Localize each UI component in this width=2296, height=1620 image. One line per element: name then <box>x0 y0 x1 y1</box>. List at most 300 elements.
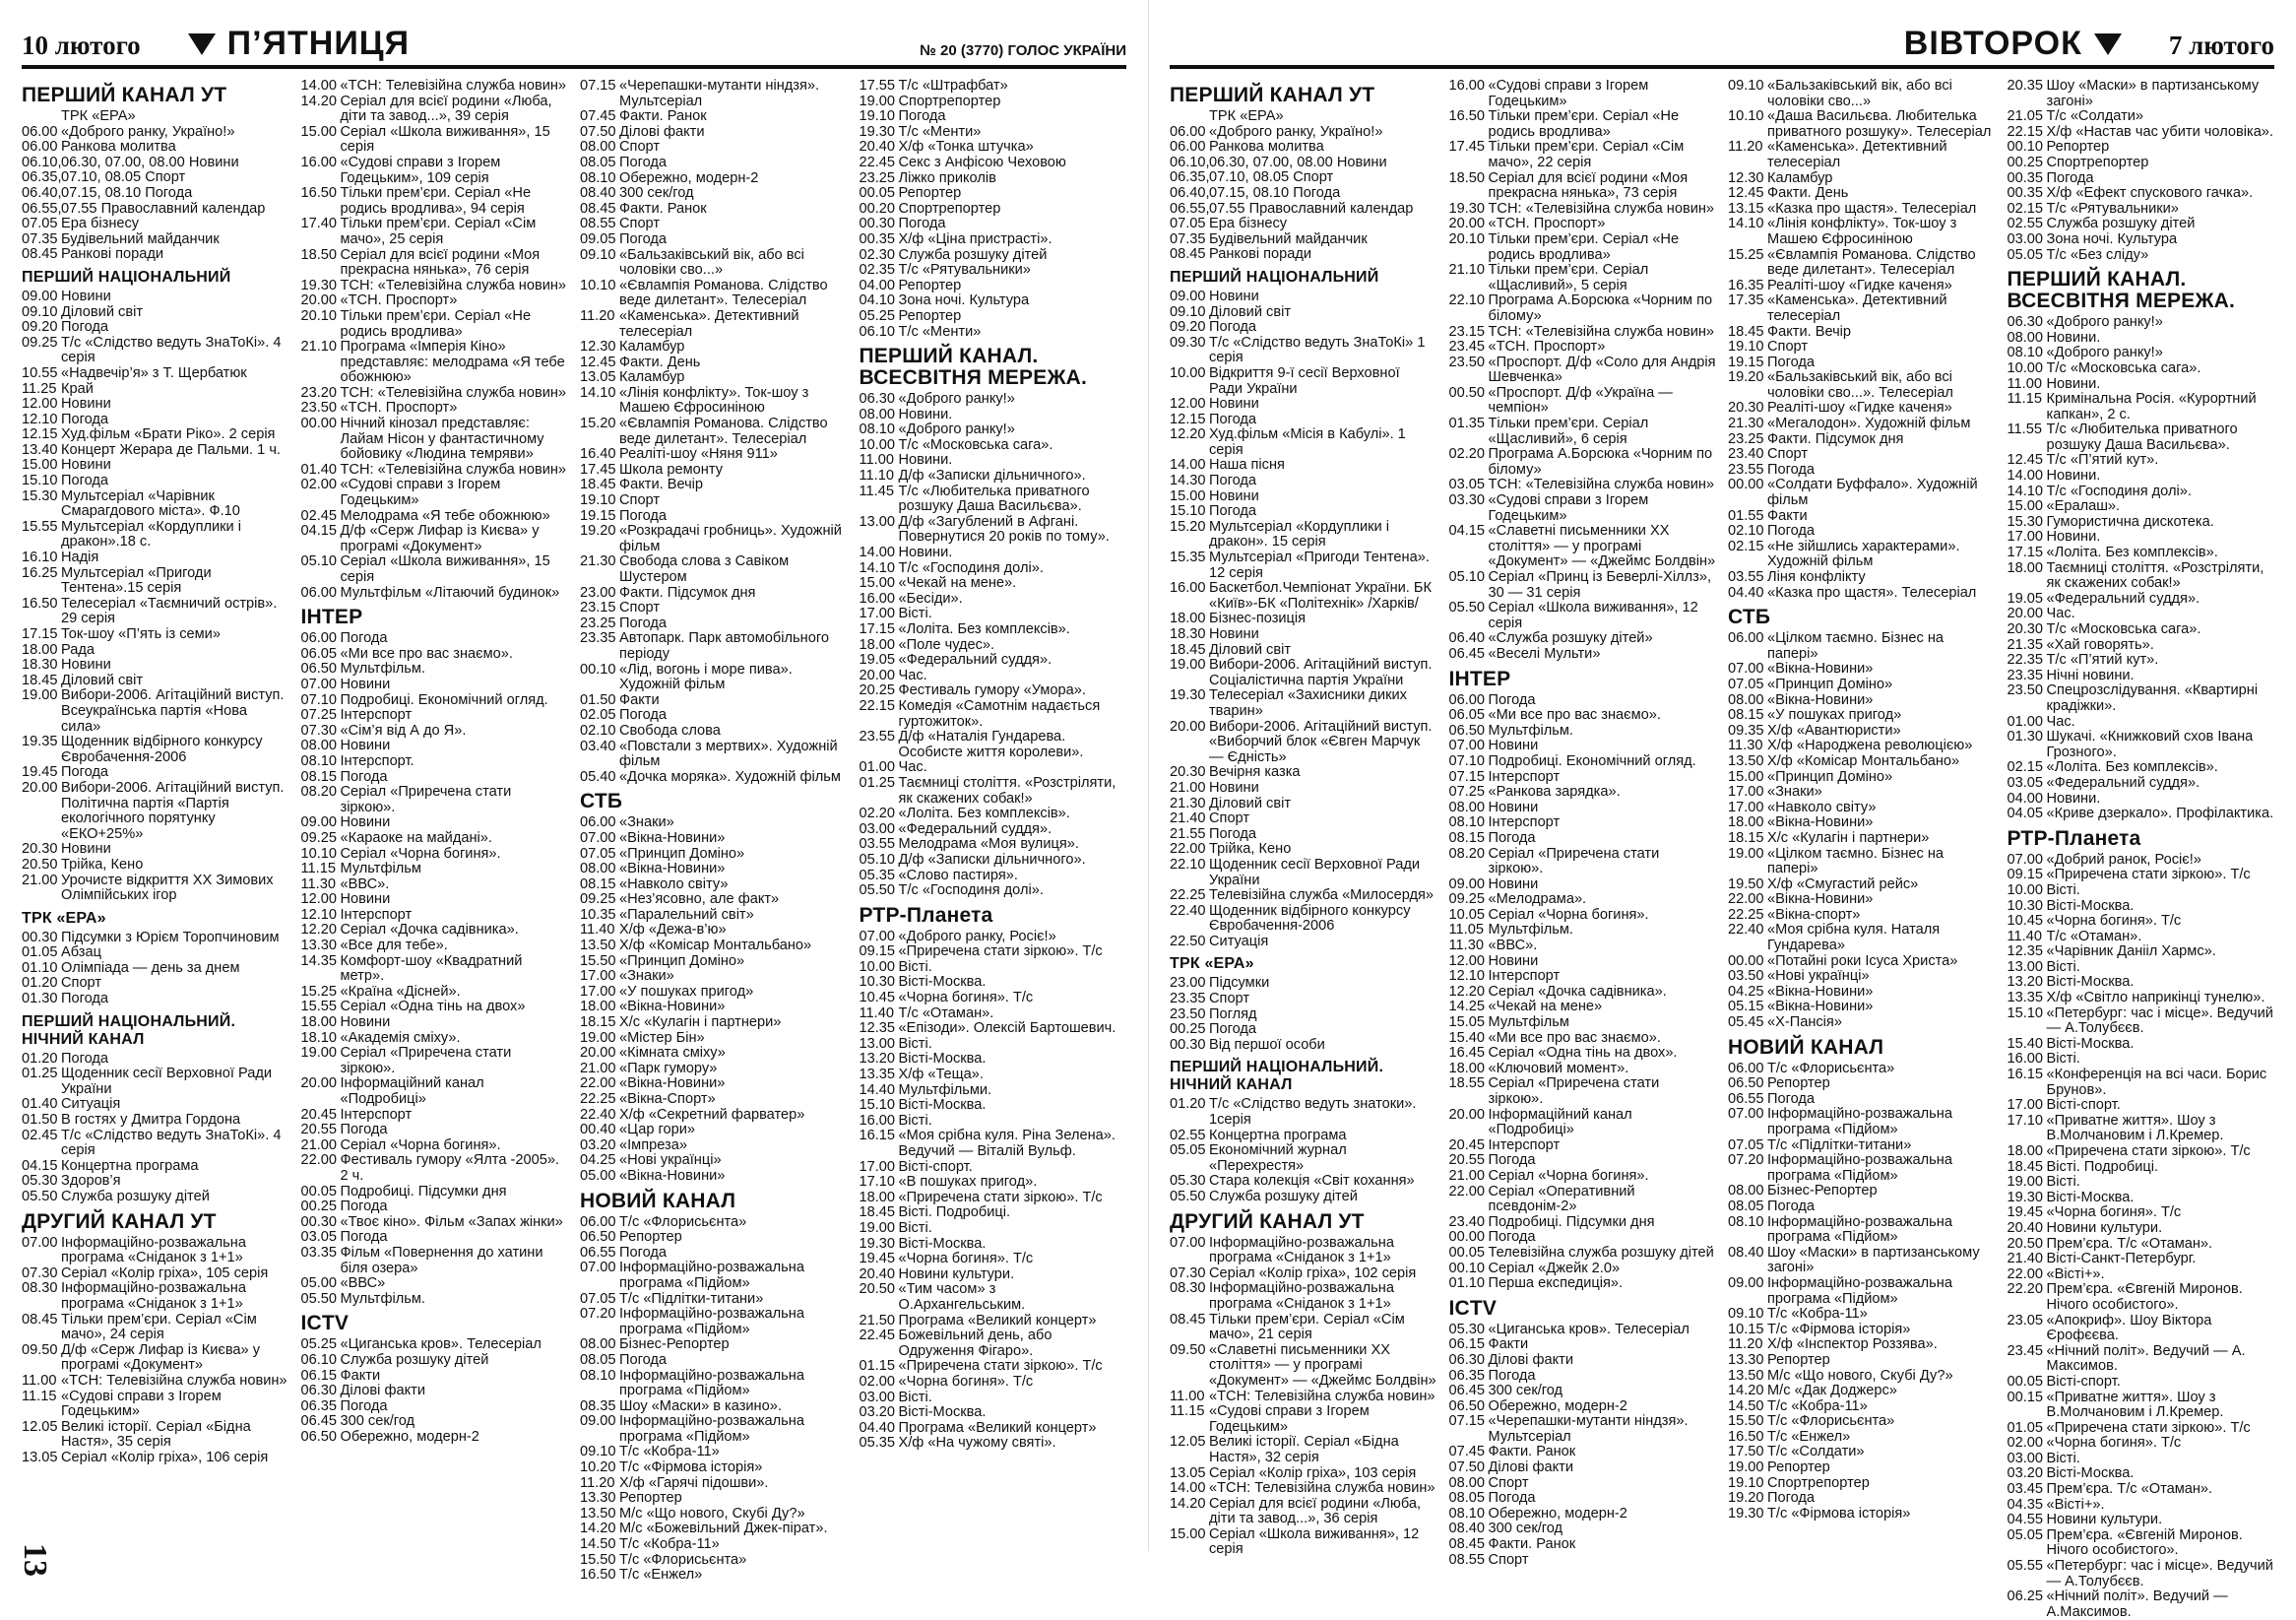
listing-time: 01.30 <box>22 991 58 1007</box>
right-header-date: 7 лютого <box>2168 31 2274 60</box>
listing-time: 21.30 <box>580 553 616 570</box>
listing-time: 13.35 <box>859 1067 896 1083</box>
listing-program: Серіал «Приречена стати зіркою». <box>1488 1075 1660 1107</box>
listing-row <box>1449 1537 1717 1553</box>
listing-time: 00.35 <box>859 230 896 247</box>
listing-program: Вісті-спорт. <box>898 1158 973 1175</box>
listing-row <box>22 443 289 459</box>
listing-program: Телевізійна служба розшуку дітей <box>1488 1244 1714 1261</box>
listing-program: Вибори-2006. Агітаційний виступ. Всеукраїнська партія «Нова сила» <box>61 687 285 735</box>
listing-program: «Служба розшуку дітей» <box>1488 630 1653 647</box>
listing-row <box>2008 592 2275 608</box>
listing-time: 23.00 <box>1170 975 1206 992</box>
listing-time: 12.00 <box>1448 952 1486 969</box>
listing-time: 11.40 <box>580 922 615 939</box>
listing-time: 06.05 <box>300 645 338 662</box>
listing-row <box>1170 1266 1437 1282</box>
listing-time: 02.30 <box>859 246 896 263</box>
listing-program: Ток-шоу «П’ять із семи» <box>61 626 221 642</box>
listing-time: 07.25 <box>300 707 338 724</box>
listing-row <box>1170 797 1437 812</box>
listing-time: 19.30 <box>1728 1505 1764 1522</box>
listing-row <box>860 1037 1127 1053</box>
listing-time: 13.00 <box>2007 958 2044 975</box>
listing-row <box>22 336 289 366</box>
listing-row <box>2008 669 2275 684</box>
listing-row <box>22 474 289 489</box>
listing-row <box>1170 627 1437 643</box>
listing-row <box>1449 447 1717 478</box>
listing-row <box>1170 720 1437 766</box>
listing-time: 14.20 <box>1170 1495 1206 1512</box>
listing-program: 07.10, 08.05 Спорт <box>1209 169 1334 186</box>
listing-row <box>2008 899 2275 915</box>
listing-row <box>2008 1037 2275 1053</box>
listing-program: «Ми все про вас знаємо». <box>1488 707 1661 724</box>
listing-program: Діловий світ <box>61 303 144 320</box>
listing-row <box>22 1281 289 1312</box>
listing-row <box>580 1460 848 1476</box>
listing-program: Д/ф «Записки дільничного». <box>898 468 1086 485</box>
listing-time: 05.55 <box>2007 1558 2044 1575</box>
listing-time: 13.30 <box>580 1490 616 1507</box>
listing-row <box>2008 109 2275 125</box>
listing-time: 10.00 <box>2007 359 2044 376</box>
listing-program: Серіал «Чорна богиня». <box>340 1136 501 1153</box>
listing-time: 01.35 <box>1448 416 1486 432</box>
listing-time: 14.00 <box>1170 457 1206 474</box>
listing-row <box>580 1153 848 1169</box>
listing-program: «Лоліта. Без комплексів». <box>898 806 1070 822</box>
listing-row <box>860 699 1127 730</box>
listing-row <box>1728 1507 1996 1523</box>
listing-time: 10.05 <box>1448 906 1486 923</box>
listing-row <box>860 469 1127 485</box>
listing-program: Від першої особи <box>1209 1036 1325 1053</box>
listing-time: 17.55 <box>859 78 896 94</box>
listing-time: 10.45 <box>2007 913 2044 930</box>
listing-row <box>22 1113 289 1129</box>
listing-program: Серіал «Колір гріха», 103 серія <box>1209 1464 1417 1481</box>
listing-program: «Парк гумору» <box>619 1060 718 1076</box>
listing-program: Т/с «Господиня долі». <box>898 882 1044 899</box>
listing-row <box>580 1445 848 1460</box>
listing-row <box>301 1153 569 1184</box>
listing-time: 06.00 <box>1728 630 1764 647</box>
listing-time: 02.45 <box>300 507 338 524</box>
listing-row <box>1170 688 1437 719</box>
listing-program: Діловий світ <box>1209 795 1292 811</box>
listing-time: 20.40 <box>2007 1219 2044 1236</box>
listing-program: «Веселі Мульти» <box>1488 645 1601 662</box>
listing-program: Ліня конфлікту <box>1767 569 1866 585</box>
listing-row <box>1449 1230 1717 1246</box>
listing-time: 00.30 <box>300 1213 338 1230</box>
listing-row <box>580 478 848 493</box>
listing-time: 20.10 <box>1448 230 1486 247</box>
listing-time: 15.40 <box>2007 1035 2044 1052</box>
listing-row <box>580 1015 848 1031</box>
listing-program: Інформаційно-розважальна програма «Підйом» <box>1767 1213 1952 1246</box>
listing-time: 14.50 <box>580 1536 616 1553</box>
listing-time: 00.10 <box>580 661 616 678</box>
listing-row <box>301 1230 569 1246</box>
listing-time: 15.20 <box>1170 518 1206 535</box>
channel-heading: ІНТЕР <box>300 606 363 629</box>
listing-program: Погода <box>61 319 109 336</box>
listing-program: Спорт <box>619 600 661 616</box>
listing-time: 08.00 <box>1448 799 1486 815</box>
listing-time: 17.00 <box>1728 784 1764 801</box>
listing-row <box>301 1369 569 1385</box>
listing-time: 23.50 <box>2007 682 2044 699</box>
listing-program: Серіал для всієї родини «Люба, діти та завод...», 39 серія <box>340 93 552 125</box>
listing-program: Великі історії. Серіал «Бідна Настя», 35 серія <box>61 1418 251 1451</box>
left-page-header <box>22 20 1126 69</box>
listing-row <box>580 1076 848 1092</box>
listing-program: «Вікна-Новини» <box>619 829 726 846</box>
listing-time: 08.40 <box>580 185 616 202</box>
listing-row <box>301 1123 569 1138</box>
listing-row <box>1728 877 1996 893</box>
listing-row <box>2008 1375 2275 1391</box>
listing-program: Край <box>61 380 94 397</box>
listing-row <box>1728 140 1996 170</box>
listing-row <box>860 1006 1127 1022</box>
listing-program: Перша експедиція». <box>1488 1275 1624 1292</box>
listing-time: 13.05 <box>580 369 616 386</box>
listing-program: Стара колекція «Світ кохання» <box>1209 1173 1415 1190</box>
listing-program: Серіал «Чорна богиня». <box>1488 906 1649 923</box>
listing-time: 16.50 <box>300 185 338 202</box>
listing-time: 07.10 <box>1448 752 1486 769</box>
listing-program: Олімпіада — день за днем <box>61 959 240 976</box>
listing-time: 22.00 <box>300 1152 338 1169</box>
listing-program: Погода <box>1209 473 1257 489</box>
listing-row <box>301 186 569 217</box>
listing-program: «Сім’я від А до Я». <box>340 722 467 739</box>
listing-program: М/с «Що нового, Скубі Ду?» <box>1767 1367 1953 1384</box>
listing-program: Погода <box>619 230 668 247</box>
listing-program: Т/с «Фірмова історія» <box>619 1459 763 1476</box>
listing-row <box>1449 831 1717 847</box>
listing-program: Комфорт-шоу «Квадратний метр». <box>340 952 523 985</box>
listing-time: 05.50 <box>1170 1189 1206 1204</box>
listing-row <box>2008 422 2275 453</box>
listing-time: 17.10 <box>859 1174 896 1191</box>
listing-program: Спорт <box>1767 339 1809 356</box>
listing-program: Фестиваль гумору «Умора». <box>898 682 1086 699</box>
listing-row <box>2008 232 2275 248</box>
listing-program: Каламбур <box>619 369 685 386</box>
listing-row <box>580 554 848 585</box>
listing-program: Ера бізнесу <box>61 216 140 232</box>
listing-time: 06.35, <box>22 169 62 186</box>
listing-program: Мультфільм <box>340 861 421 877</box>
listing-program: Серіал «Школа виживання», 12 серія <box>1209 1525 1420 1558</box>
listing-time: 01.20 <box>22 1050 58 1067</box>
listing-program: «Ми все про вас знаємо». <box>1488 1029 1661 1046</box>
listing-time: 09.00 <box>1170 288 1206 304</box>
listing-row <box>860 248 1127 264</box>
listing-program: Серіал «Принц із Беверлі-Хіллз», 30 — 31 серія <box>1488 569 1712 601</box>
listing-program: Інформаційно-розважальна програма «Підйом» <box>619 1306 804 1337</box>
listing-program: Погода <box>1767 1090 1816 1107</box>
listing-row <box>1170 976 1437 992</box>
listing-time: 03.00 <box>859 820 896 837</box>
listing-time: 10.00 <box>859 958 896 975</box>
listing-row <box>301 1337 569 1353</box>
listing-row <box>1728 217 1996 247</box>
listing-time: 13.00 <box>859 513 896 530</box>
listing-row <box>1449 1399 1717 1415</box>
listing-program: Інтерспорт <box>340 707 413 724</box>
listing-row <box>301 463 569 479</box>
listing-time: 02.20 <box>859 806 896 822</box>
listing-time: 06.35 <box>300 1397 338 1414</box>
listing-time: 19.05 <box>859 652 896 669</box>
listing-time: 15.55 <box>22 518 58 535</box>
listing-time: 09.25 <box>300 829 338 846</box>
listing-time: 23.05 <box>2007 1312 2044 1328</box>
listing-time: 14.35 <box>300 952 338 969</box>
listing-row <box>1170 1174 1437 1190</box>
listing-time: 06.50 <box>1448 722 1486 739</box>
listing-program: «Приватне життя». Шоу з В.Молчановим і Л.Кремер. <box>2046 1112 2224 1144</box>
listing-row <box>860 408 1127 423</box>
listing-program: Погода <box>1767 1198 1816 1214</box>
listing-row <box>1728 708 1996 724</box>
listing-time: 20.40 <box>859 1265 896 1282</box>
listing-time: 09.00 <box>1448 875 1486 892</box>
listing-row <box>1170 811 1437 827</box>
listing-time: 05.35 <box>859 867 896 883</box>
listing-time: 21.30 <box>1170 795 1206 811</box>
listing-row <box>2008 1175 2275 1191</box>
listing-time: 19.30 <box>859 123 896 140</box>
listing-row <box>1728 586 1996 602</box>
listing-program: Погода <box>340 630 388 647</box>
listing-program: Серіал «Приречена стати зіркою». <box>1488 845 1660 877</box>
listing-time: 02.45 <box>22 1127 58 1143</box>
listing-program: Свобода слова <box>619 722 721 739</box>
listing-row <box>1449 969 1717 985</box>
listing-row <box>2008 1314 2275 1344</box>
listing-row <box>1449 801 1717 816</box>
listing-row <box>1728 370 1996 401</box>
listing-row <box>1449 708 1717 724</box>
listing-time: 20.00 <box>2007 606 2044 622</box>
listing-time: 17.45 <box>1448 139 1486 156</box>
listing-program: «Потайні роки Ісуса Христа» <box>1767 952 1958 969</box>
listing-program: «Казка про щастя». Телесеріал <box>1767 584 1977 601</box>
listing-time: 15.10 <box>2007 1004 2044 1021</box>
listing-program: Телесеріал «Таємничий острів». 29 серія <box>61 595 278 627</box>
listing-row <box>1170 658 1437 688</box>
listing-row <box>1449 770 1717 786</box>
listing-program: Х/ф «Гарячі підошви». <box>619 1474 769 1491</box>
listing-row <box>860 1282 1127 1313</box>
listing-time: 16.40 <box>580 446 616 463</box>
listing-row <box>22 366 289 382</box>
listing-row <box>1449 954 1717 970</box>
listing-row <box>2008 1391 2275 1421</box>
listing-program: Ліжко приколів <box>898 169 996 186</box>
listing-program: «Вісті+». <box>2046 1496 2105 1513</box>
listing-row <box>22 674 289 689</box>
listing-time: 09.10 <box>1728 78 1764 94</box>
listing-program: Новини <box>61 457 111 474</box>
listing-row <box>1728 1353 1996 1369</box>
listing-time: 03.00 <box>2007 1450 2044 1466</box>
listing-program: «Судові справи з Ігорем Годецьким» <box>61 1388 222 1420</box>
listing-time: 06.00 <box>1728 1060 1764 1076</box>
listing-row <box>2008 392 2275 422</box>
listing-row <box>1728 662 1996 678</box>
listing-program: Новини <box>1209 396 1259 413</box>
listing-row <box>301 586 569 602</box>
listing-time: 08.10 <box>580 1367 616 1384</box>
listing-time: 20.25 <box>859 682 896 699</box>
listing-program: Вісті-спорт. <box>2046 1373 2121 1390</box>
listing-program: Репортер <box>898 307 962 324</box>
listing-program: «Караоке на майдані». <box>340 829 492 846</box>
listing-row <box>1449 1153 1717 1169</box>
listing-program: Прем’єра. «Євгеній Миронов. Нічого особистого». <box>2046 1526 2243 1559</box>
listing-program: Інформаційно-розважальна програма «Сніданок з 1+1» <box>61 1280 246 1312</box>
listing-row <box>301 386 569 402</box>
listing-program: «Поле чудес». <box>898 636 995 653</box>
listing-time: 02.55 <box>1170 1127 1206 1143</box>
listing-row <box>860 883 1127 899</box>
listing-time: 15.00 <box>300 123 338 140</box>
listing-program: Мелодрама «Моя вулиця». <box>898 836 1079 853</box>
listing-program: Рада <box>61 641 95 658</box>
listing-program: Новини культури. <box>2046 1219 2163 1236</box>
listing-program: «Знаки» <box>1767 784 1822 801</box>
listing-program: Відкриття 9-ї сесії Верховної Ради України <box>1209 364 1400 397</box>
listing-time: 05.05 <box>1170 1142 1206 1159</box>
listing-program: «Все для тебе». <box>340 938 448 954</box>
listing-row <box>1728 815 1996 831</box>
listing-row <box>1170 643 1437 659</box>
listing-program: Погода <box>1767 1490 1816 1507</box>
listing-program: Факти. Ранок <box>619 200 707 217</box>
listing-row <box>580 693 848 709</box>
listing-row <box>860 1083 1127 1099</box>
listing-program: «Апокриф». Шоу Віктора Єрофєєва. <box>2046 1312 2212 1344</box>
listing-row <box>22 397 289 413</box>
listing-program: Погода <box>1488 1152 1536 1169</box>
listing-row <box>1170 904 1437 935</box>
listing-time: 05.10 <box>300 553 338 570</box>
listing-row <box>2008 975 2275 991</box>
listing-row <box>22 427 289 443</box>
listing-program: Мультфільм. <box>1488 922 1573 939</box>
listing-time: 09.35 <box>1728 722 1764 739</box>
listing-row <box>1170 125 1437 141</box>
listing-program: Погода <box>619 507 668 524</box>
listing-time: 17.00 <box>2007 1097 2044 1114</box>
listing-program: «Надвечір’я» з Т. Щербатюк <box>61 364 247 381</box>
listing-row <box>860 217 1127 232</box>
listing-row <box>22 1343 289 1374</box>
listing-time: 06.50 <box>1448 1397 1486 1414</box>
listing-program: Мелодрама «Я тебе обожнюю» <box>340 507 550 524</box>
listing-row <box>860 1221 1127 1237</box>
listing-program: «Бальзаківський вік, або всі чоловіки сво...» <box>1767 78 1952 109</box>
listing-program: Т/с «Отаман». <box>2046 928 2142 944</box>
listing-program: Репортер <box>898 277 962 293</box>
listing-program: «Лінія конфлікту». Ток-шоу з Машею Єфросиніною <box>1767 216 1957 247</box>
left-column-3 <box>580 78 848 1584</box>
listing-row <box>1449 877 1717 893</box>
listing-time: 00.05 <box>1448 1244 1486 1261</box>
listing-row <box>1728 540 1996 570</box>
listing-time: 05.25 <box>300 1336 338 1353</box>
listing-time: 17.40 <box>300 216 338 232</box>
listing-row <box>1728 325 1996 341</box>
listing-program: Погода <box>619 1351 668 1368</box>
listing-row <box>1170 520 1437 551</box>
listing-time: 23.15 <box>1448 323 1486 340</box>
listing-row <box>580 724 848 740</box>
listing-row <box>1449 1262 1717 1277</box>
listing-time: 07.15 <box>580 78 616 94</box>
listing-program: Телесеріал «Захисники диких тварин» <box>1209 687 1407 719</box>
listing-row <box>2008 683 2275 714</box>
listing-row <box>2008 1098 2275 1114</box>
listing-row <box>2008 248 2275 264</box>
listing-time: 23.35 <box>580 630 616 647</box>
listing-row <box>1170 1281 1437 1312</box>
listing-time: 02.00 <box>300 477 338 493</box>
listing-time: 00.05 <box>859 185 896 202</box>
listing-program: Серіал «Джейк 2.0» <box>1488 1260 1621 1276</box>
listing-program: Погода <box>619 615 668 631</box>
listing-program: «ТСН. Проспорт» <box>1488 339 1606 356</box>
listing-row <box>1170 504 1437 520</box>
listing-row <box>860 853 1127 869</box>
listing-program: Підсумки з Юрієм Торопчиновим <box>61 929 280 945</box>
listing-program: «Вікна-Новини» <box>1767 814 1874 831</box>
listing-program: Мультсеріал «Пригоди Тентена». 12 серія <box>1209 550 1430 581</box>
listing-row <box>2008 792 2275 808</box>
listing-row <box>2008 1559 2275 1589</box>
listing-program: «Епізоди». Олексій Бартошевич. <box>898 1020 1116 1037</box>
listing-row <box>1170 413 1437 428</box>
listing-row <box>580 770 848 786</box>
listing-program: Інтерспорт <box>1488 814 1561 831</box>
listing-row <box>1449 724 1717 740</box>
listing-row <box>1449 109 1717 140</box>
listing-program: Обережно, модерн-2 <box>1488 1397 1627 1414</box>
listing-row <box>2008 1589 2275 1620</box>
listing-program: Вісті. <box>2046 958 2080 975</box>
listing-program: «Лінія конфлікту». Ток-шоу з Машею Єфросиніною <box>619 384 809 417</box>
listing-row <box>580 417 848 447</box>
listing-program: Спорт <box>1767 446 1809 463</box>
listing-time: 01.25 <box>22 1066 58 1082</box>
listing-row <box>301 892 569 908</box>
left-header-day: П’ЯТНИЦЯ <box>226 25 411 62</box>
listing-program: Секс з Анфісою Чеховою <box>898 154 1066 170</box>
listing-program: Факти. Підсумок дня <box>1767 430 1904 447</box>
listing-row <box>860 1205 1127 1221</box>
listing-time: 17.50 <box>1728 1444 1764 1460</box>
listing-time: 01.10 <box>1448 1275 1486 1292</box>
listing-row <box>22 566 289 597</box>
